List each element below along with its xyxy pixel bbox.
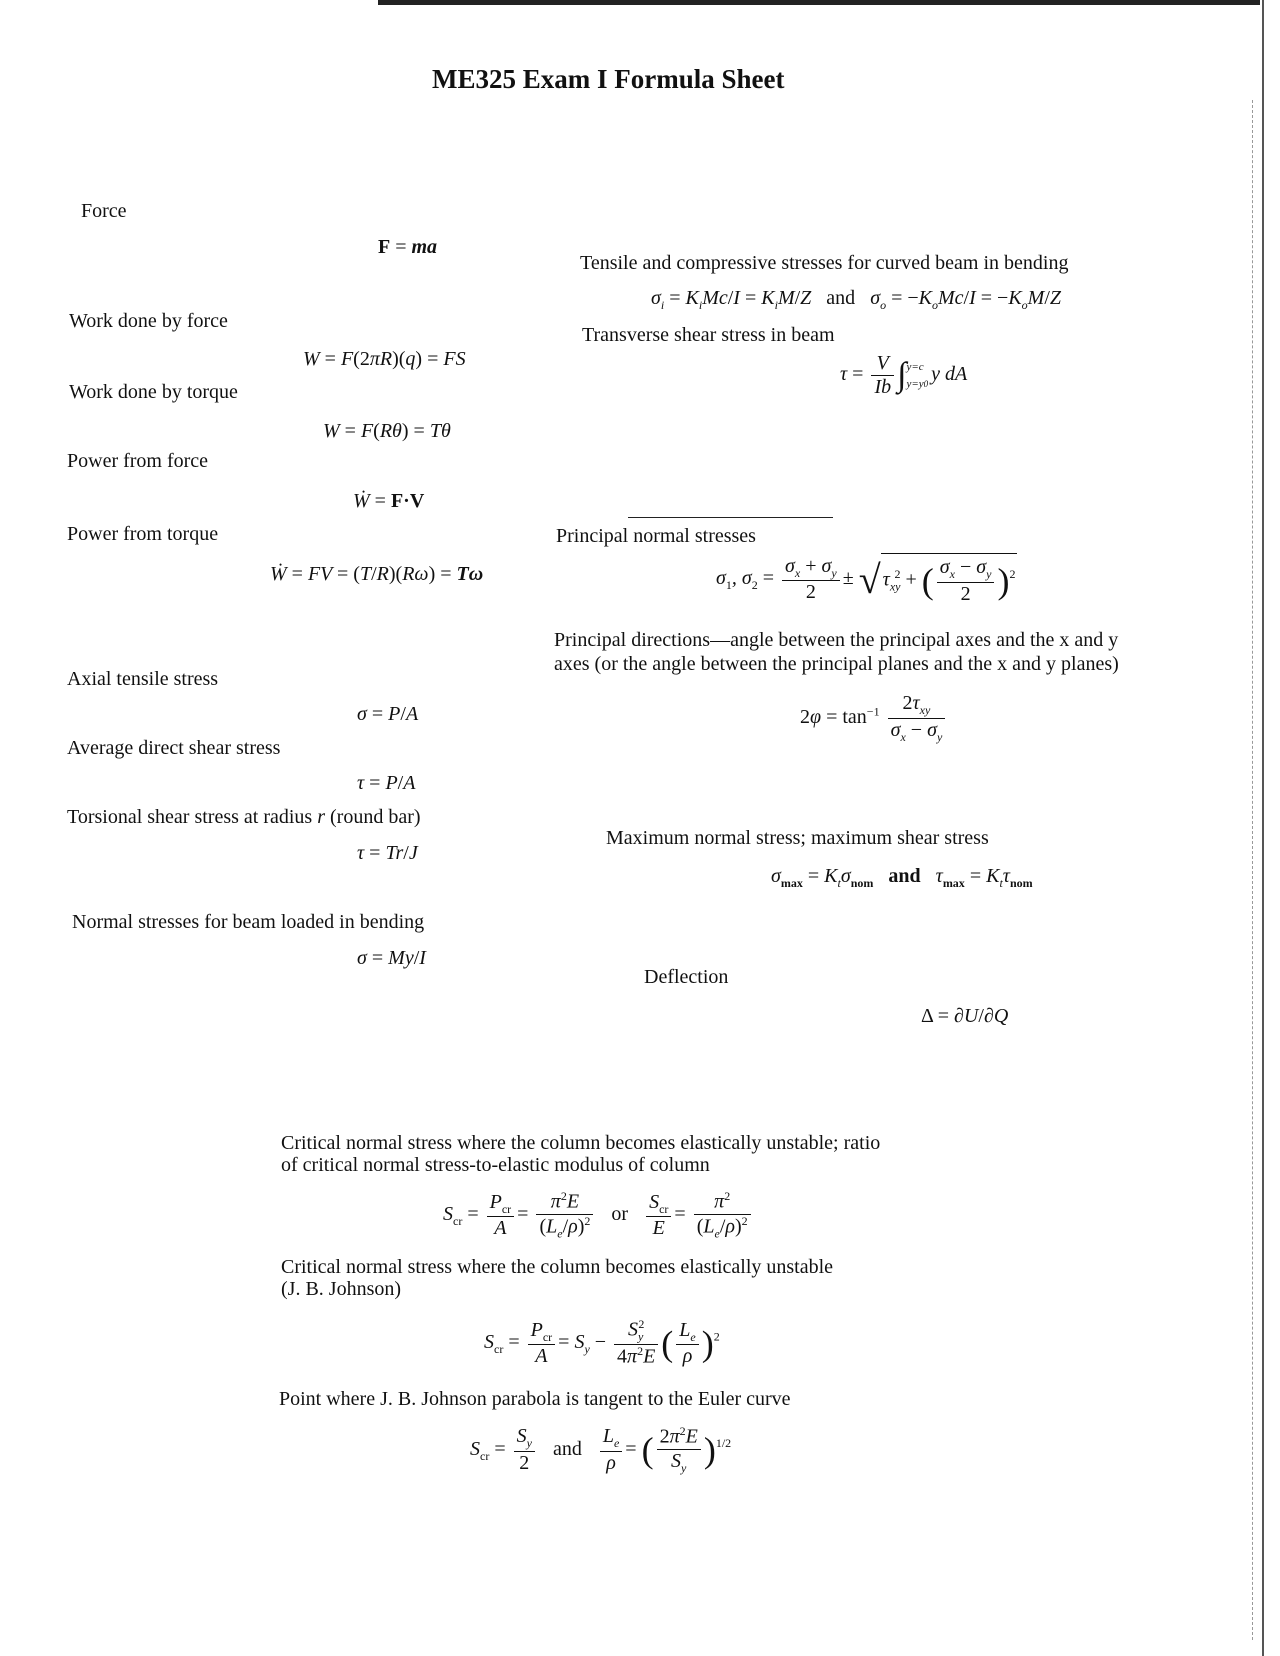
- page-title: ME325 Exam I Formula Sheet: [432, 64, 785, 94]
- eq-force: F = ma: [378, 236, 438, 258]
- eq-curved-beam: $\sigma_i = K_iMc/I = K_iM/Z$ and $\sigma_o = -K_oMc/I = -K_oM/Z$: [651, 287, 1062, 312]
- eq-johnson: $S_{cr}$ = $\frac{P_{cr}}{A}$ = $S_y$ − $\frac{S_y^2}{4\pi^2E}$ ( $\frac{L_e}{\rho}$ )$^2$: [484, 1317, 720, 1369]
- label-force: Force: [81, 200, 127, 222]
- label-max-stress: Maximum normal stress; maximum shear stress: [606, 827, 989, 849]
- label-principal-stresses: Principal normal stresses: [556, 525, 756, 547]
- eq-principal-stresses: $\sigma_1$, $\sigma_2$ = $\frac{\sigma_x + \sigma_y}{2}$ ± √ $\tau_{xy}^2$ + ( $\frac{\sigma_x - \sigma_y}{2}$ )$^2$: [716, 554, 1016, 605]
- eq-work-force: W = F(2πR)(q) = FS: [303, 348, 466, 370]
- eq-max-stress: $\sigma_{max} = K_t\sigma_{nom}$ and $\tau_{max} = K_t\tau_{nom}$: [771, 865, 1033, 890]
- eq-torsional: τ = Tr/J: [357, 842, 418, 864]
- eq-avg-shear: τ = P/A: [357, 772, 416, 794]
- label-johnson: Critical normal stress where the column becomes elastically unstable (J. B. Johnson): [281, 1256, 834, 1300]
- eq-bending: σ = My/I: [357, 947, 426, 969]
- eq-power-torque: Ẇ = FV = (T/R)(Rω) = Tω: [270, 563, 484, 585]
- eq-power-force: Ẇ = F·V: [353, 490, 425, 512]
- eq-axial: σ = P/A: [357, 703, 419, 725]
- label-work-force: Work done by force: [69, 310, 228, 332]
- label-work-torque: Work done by torque: [69, 381, 238, 403]
- label-power-force: Power from force: [67, 450, 209, 472]
- label-deflection: Deflection: [644, 966, 729, 988]
- label-tangent: Point where J. B. Johnson parabola is tangent to the Euler curve: [279, 1388, 791, 1410]
- label-critical-stress: Critical normal stress where the column becomes elastically unstable; ratio of critical normal stress-to-elastic modulus of column: [281, 1132, 881, 1176]
- label-curved-beam: Tensile and compressive stresses for curved beam in bending: [580, 252, 1069, 274]
- divider-line: [628, 517, 833, 518]
- top-border: [378, 0, 1260, 5]
- eq-principal-directions: $2\varphi = \tan^{-1}$ $\frac{2\tau_{xy}}{\sigma_x - \sigma_y}$: [800, 692, 948, 745]
- label-avg-shear: Average direct shear stress: [67, 737, 281, 759]
- label-bending: Normal stresses for beam loaded in bending: [72, 911, 425, 933]
- right-border: [1262, 0, 1264, 1656]
- eq-transverse-shear: τ = $\frac{V}{Ib}$ ∫y=c y=y0 y dA: [840, 352, 968, 398]
- label-principal-directions: Principal directions—angle between the principal axes and the x and y axes (or the angle between the principal planes and the x and y planes): [554, 629, 1119, 675]
- right-dotted-edge: [1252, 100, 1253, 1640]
- label-torsional: Torsional shear stress at radius r (round bar): [67, 806, 421, 828]
- eq-deflection: Δ = ∂U/∂Q: [921, 1005, 1009, 1027]
- label-transverse-shear: Transverse shear stress in beam: [582, 324, 835, 346]
- eq-tangent: $S_{cr}$ = $\frac{S_y}{2}$ and $\frac{L_e}{\rho}$ = ( $\frac{2\pi^2E}{S_y}$ )$^{1/2}$: [470, 1424, 732, 1475]
- label-power-torque: Power from torque: [67, 523, 219, 545]
- eq-critical-stress: $S_{cr}$ = $\frac{P_{cr}}{A}$ = $\frac{\pi^2E}{(L_e/\rho)^2}$ or $\frac{S_{cr}}{E}$ = $\frac{\pi^2}{(L_e/\rho)^2}$: [443, 1190, 754, 1241]
- label-axial: Axial tensile stress: [67, 668, 219, 690]
- eq-work-torque: W = F(Rθ) = Tθ: [323, 420, 451, 442]
